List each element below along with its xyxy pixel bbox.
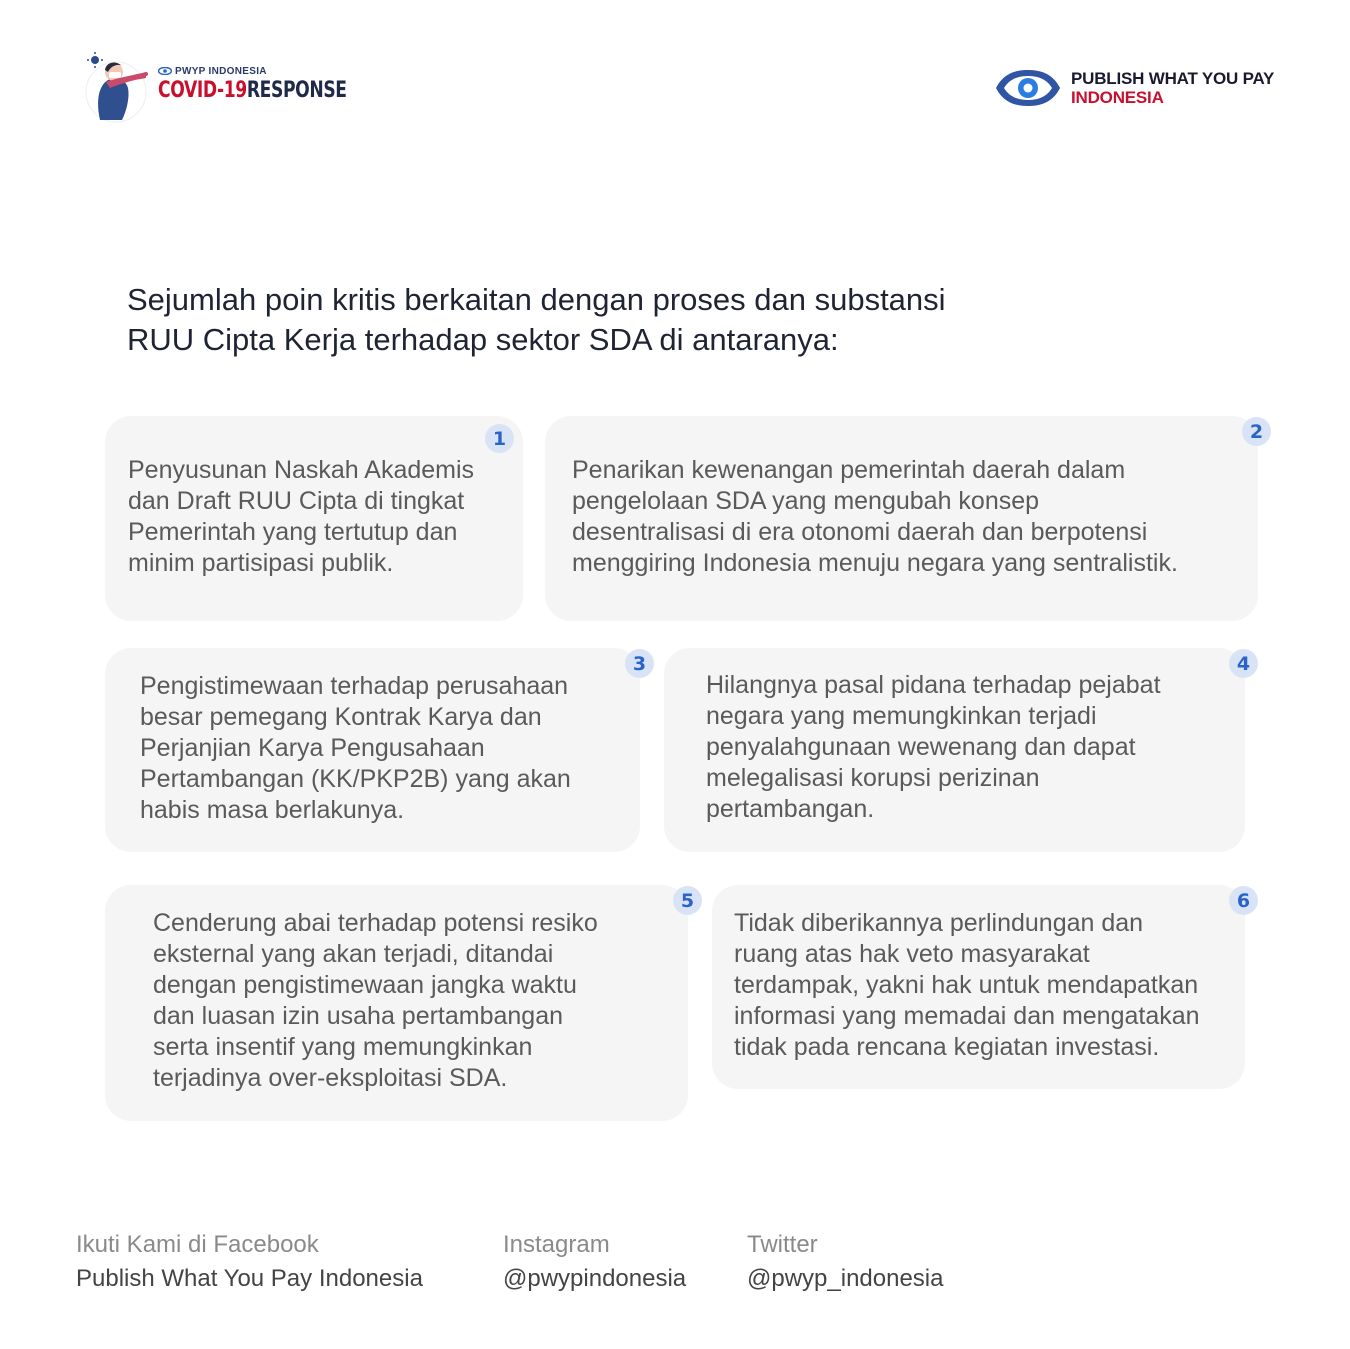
page-heading xyxy=(127,280,1127,360)
footer-facebook-link[interactable]: Publish What You Pay Indonesia xyxy=(76,1265,423,1292)
point-badge-1: 1 xyxy=(485,424,514,453)
point-text-3: Pengistimewaan terhadap perusahaan besar pemegang Kontrak Karya dan Perjanjian Karya Pengusahaan Pertambangan (KK/PKP2B) yang akan habis masa berlakunya. xyxy=(140,672,571,824)
pwyp-logo-line1: PUBLISH WHAT YOU PAY xyxy=(1071,69,1275,88)
footer-facebook-label: Ikuti Kami di Facebook xyxy=(76,1231,319,1258)
point-text-1: Penyusunan Naskah Akademis dan Draft RUU Cipta di tingkat Pemerintah yang tertutup dan minim partisipasi publik. xyxy=(128,456,475,577)
point-badge-6: 6 xyxy=(1229,886,1258,915)
pwyp-eye-icon xyxy=(994,68,1062,108)
point-badge-5: 5 xyxy=(673,886,702,915)
footer-instagram-link[interactable]: @pwypindonesia xyxy=(503,1265,687,1292)
point-text-4: Hilangnya pasal pidana terhadap pejabat negara yang memungkinkan terjadi penyalahgunaan wewenang dan dapat melegalisasi korupsi perizinan pertambangan. xyxy=(706,671,1161,823)
footer-instagram-label: Instagram xyxy=(503,1231,610,1258)
pwyp-logo-line2: INDONESIA xyxy=(1071,88,1164,107)
pwyp-logo xyxy=(994,66,1284,112)
point-badge-3: 3 xyxy=(625,649,654,678)
point-badge-2: 2 xyxy=(1242,417,1271,446)
point-text-2: Penarikan kewenangan pemerintah daerah dalam pengelolaan SDA yang mengubah konsep desentralisasi di era otonomi daerah dan berpotensi menggiring Indonesia menuju negara yang sentralistik. xyxy=(572,456,1178,577)
point-badge-4: 4 xyxy=(1229,649,1258,678)
covid-response-title: COVID-19RESPONSE xyxy=(158,78,347,103)
pwyp-eye-mini-icon xyxy=(158,67,172,75)
heading-line-2: RUU Cipta Kerja terhadap sektor SDA di antaranya: xyxy=(127,322,839,357)
point-text-5: Cenderung abai terhadap potensi resiko eksternal yang akan terjadi, ditandai dengan pengistimewaan jangka waktu dan luasan izin usaha pertambangan serta insentif yang memungkinkan terjadinya over-eksploitasi SDA. xyxy=(153,909,598,1092)
point-text-6: Tidak diberikannya perlindungan dan ruang atas hak veto masyarakat terdampak, yakni hak untuk mendapatkan informasi yang memadai dan mengatakan tidak pada rencana kegiatan investasi. xyxy=(734,909,1200,1061)
footer-twitter-label: Twitter xyxy=(747,1231,818,1258)
covid-illustration-icon xyxy=(82,52,152,124)
covid-response-logo xyxy=(82,52,347,124)
footer-twitter-link[interactable]: @pwyp_indonesia xyxy=(747,1265,944,1292)
heading-line-1: Sejumlah poin kritis berkaitan dengan proses dan substansi xyxy=(127,282,946,317)
pwyp-indonesia-small-label: PWYP INDONESIA xyxy=(158,66,267,77)
